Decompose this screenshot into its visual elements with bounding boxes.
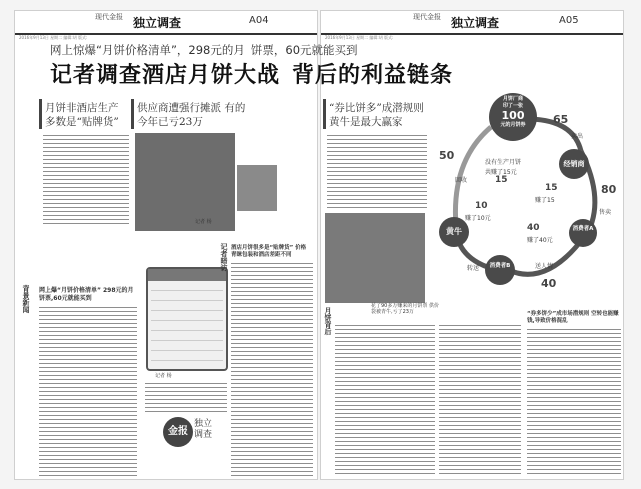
left-photo-vendor [135, 133, 235, 231]
right-logo: 现代金报 [413, 13, 441, 21]
left-inset-column-label: 记者暗访 [220, 243, 228, 271]
right-column-text-1 [335, 325, 435, 477]
num-50: 50 [439, 149, 455, 162]
badge-label: 独立调查 [194, 419, 213, 440]
right-section-title: 独立调查 [451, 16, 500, 30]
label-sell: 卖出 [571, 133, 584, 140]
right-photo-mooncake-tickets [325, 213, 425, 303]
right-bottom-sidebar-title: “券多饼少”成市场潜规则 空转也能赚钱,导致价格混乱 [527, 311, 619, 324]
num-40-b: 40 [527, 223, 540, 233]
right-photo-caption: 花了90多万赚来的月饼票 供价袋被青牛,亏了23万 [371, 303, 439, 315]
num-15-b: 15 [495, 175, 508, 185]
distributor-node: 经销商 [559, 149, 589, 179]
left-page-number: A04 [249, 15, 269, 26]
right-bottom-sidebar-text [527, 329, 621, 477]
independent-survey-badge [163, 417, 215, 453]
label-earned-15: 赚了15 [535, 197, 555, 204]
label-earned-40: 赚了40元 [527, 237, 553, 244]
left-masthead-info: 2016年9月13日 星期二 编辑:胡 版式: [19, 35, 88, 40]
left-column-text [39, 307, 137, 477]
right-subhead-1: “券比饼多”成潜规则 黄牛是最大赢家 [329, 102, 424, 128]
label-gift: 送人情 [535, 263, 554, 270]
left-inset-title: 酒店月饼很多是“贴牌货” 价格青睐包装和酒店差距不同 [231, 245, 307, 258]
label-earned-10: 赚了10元 [465, 215, 491, 222]
label-sale: 售卖 [599, 209, 612, 216]
left-inset-text [231, 263, 313, 477]
left-logo: 现代金报 [95, 13, 123, 21]
phone-caption: 记者 杨 [155, 373, 172, 379]
profit-chain-diagram [431, 91, 624, 311]
left-subhead-2: 供应商遭强行摊派 有的今年已亏23万 [137, 102, 246, 128]
left-subhead-ribbon [39, 99, 42, 129]
left-subhead-ribbon-2 [131, 99, 134, 129]
right-side-column-label: 月饼背后 [324, 307, 332, 335]
consumer-b-node: 消费者B [485, 255, 515, 285]
num-10: 10 [475, 201, 488, 211]
left-subhead-1: 月饼非酒店生产 多数是“贴牌货” [45, 102, 119, 128]
num-80: 80 [601, 183, 617, 196]
label-no-production: 没有生产月饼 [485, 159, 522, 166]
right-page-number: A05 [559, 15, 579, 26]
label-recycle: 回收 [455, 177, 468, 184]
num-15-a: 15 [545, 183, 558, 193]
num-40-a: 40 [541, 277, 557, 290]
left-side-column-label: 背景新闻 [22, 285, 30, 313]
left-lower-text [145, 383, 227, 413]
right-intro-text [327, 135, 427, 209]
right-column-text-2 [439, 325, 521, 477]
left-photo-caption: 记者 杨 [195, 219, 212, 225]
label-earn-15: 共赚了15元 [485, 169, 517, 176]
consumer-a-node: 消费者A [569, 219, 597, 247]
headline-main: 记者调查酒店月饼大战 背后的利益链条 [50, 62, 454, 88]
left-sidebar-title: 网上爆“月饼价格清单” 298元的月饼票,60元就能买到 [39, 287, 134, 302]
headline-kicker: 网上惊爆“月饼价格清单”，298元的月 饼票，60元就能买到 [50, 43, 358, 57]
right-masthead-info: 2016年9月13日 星期二 编辑:胡 版式: [325, 35, 394, 40]
left-section-title: 独立调查 [133, 16, 182, 30]
manufacturer-node: 月饼厂商 印了一张 100 元的月饼券 [489, 93, 537, 141]
badge-circle: 金报 [163, 417, 193, 447]
scalper-node: 黄牛 [439, 217, 469, 247]
label-transfer: 转送 [467, 265, 480, 272]
right-subhead-ribbon [323, 99, 326, 129]
left-masthead [15, 11, 317, 35]
left-photo-stall [237, 165, 277, 211]
right-masthead [321, 11, 623, 35]
phone-screenshot-price-list [146, 267, 228, 371]
left-intro-text [43, 135, 129, 225]
num-65: 65 [553, 113, 569, 126]
